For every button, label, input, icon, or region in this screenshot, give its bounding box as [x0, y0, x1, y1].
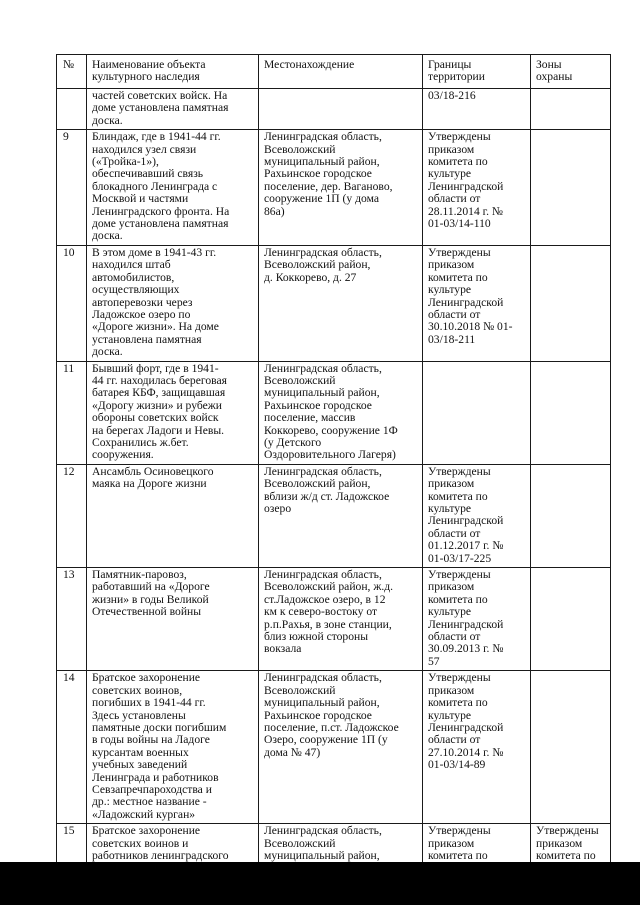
row-object-name: частей советских войск. На доме установлена памятная доска.	[87, 89, 259, 130]
row-location: Ленинградская область, Всеволожский муниципальный район, Рахьинское городское поселение, массив Коккорево, сооружение 1Ф (у Детского Оздоровительного Лагеря)	[259, 361, 423, 464]
row-object-name: В этом доме в 1941-43 гг. находился штаб автомобилистов, осуществляющих автоперевозки через Ладожское озеро по «Дороге жизни». На доме установлена памятная доска.	[87, 245, 259, 361]
row-object-name: Блиндаж, где в 1941-44 гг. находился узел связи («Тройка-1»), обеспечивавший связь блокадного Ленинграда с Москвой и частями Ленинградского фронта. На доме установлена памятная доска.	[87, 130, 259, 246]
row-number: 14	[57, 671, 87, 824]
header-protection-zones: Зоны охраны	[531, 55, 611, 89]
scan-bottom-band	[0, 862, 640, 905]
heritage-objects-table	[56, 54, 611, 866]
row-location: Ленинградская область, Всеволожский район, вблизи ж/д ст. Ладожское озеро	[259, 464, 423, 567]
row-number: 13	[57, 568, 87, 671]
table-row	[57, 89, 611, 130]
row-borders: Утверждены приказом комитета по культуре Ленинградской области от 28.11.2014 г. № 01-03/14-110	[423, 130, 531, 246]
row-object-name: Бывший форт, где в 1941- 44 гг. находилась береговая батарея КБФ, защищавшая «Дорогу жизни» и рубежи обороны советских войск на берегах Ладоги и Невы. Сохранились ж.бет. сооружения.	[87, 361, 259, 464]
row-borders: Утверждены приказом комитета по культуре Ленинградской области от 27.10.2014 г. № 01-03/14-89	[423, 671, 531, 824]
row-location: Ленинградская область, Всеволожский муниципальный район, Рахьинское городское поселение, п.ст. Ладожское Озеро, сооружение 1П (у дома № 47)	[259, 671, 423, 824]
row-borders: Утверждены приказом комитета по культуре Ленинградской области от 01.12.2017 г. № 01-03/17-225	[423, 464, 531, 567]
row-location: Ленинградская область, Всеволожский район, д. Коккорево, д. 27	[259, 245, 423, 361]
row-zones	[531, 361, 611, 464]
row-borders: Утверждены приказом комитета по	[423, 824, 531, 866]
row-object-name: Братское захоронение советских воинов и работников ленинградского	[87, 824, 259, 866]
row-number: 10	[57, 245, 87, 361]
row-borders: 03/18-216	[423, 89, 531, 130]
row-number: 12	[57, 464, 87, 567]
row-object-name: Ансамбль Осиновецкого маяка на Дороге жизни	[87, 464, 259, 567]
table-header-row	[57, 55, 611, 89]
row-location: Ленинградская область, Всеволожский район, ж.д. ст.Ладожское озеро, в 12 км к северо-востоку от р.п.Рахья, в зоне станции, близ южной стороны вокзала	[259, 568, 423, 671]
table-row	[57, 824, 611, 866]
table-row	[57, 130, 611, 246]
row-zones: Утверждены приказом комитета по	[531, 824, 611, 866]
row-zones	[531, 245, 611, 361]
row-zones	[531, 671, 611, 824]
row-object-name: Памятник-паровоз, работавший на «Дороге жизни» в годы Великой Отечественной войны	[87, 568, 259, 671]
table-row	[57, 245, 611, 361]
table-row	[57, 464, 611, 567]
row-borders: Утверждены приказом комитета по культуре Ленинградской области от 30.10.2018 № 01- 03/18-211	[423, 245, 531, 361]
row-zones	[531, 464, 611, 567]
row-zones	[531, 568, 611, 671]
header-number: №	[57, 55, 87, 89]
row-object-name: Братское захоронение советских воинов, погибших в 1941-44 гг. Здесь установлены памятные доски погибшим в годы войны на Ладоге курсантам военных учебных заведений Ленинграда и работников Севзапречпароходства и др.: местное название - «Ладожский курган»	[87, 671, 259, 824]
row-zones	[531, 89, 611, 130]
table-row	[57, 361, 611, 464]
row-zones	[531, 130, 611, 246]
row-location: Ленинградская область, Всеволожский муниципальный район, Рахьинское городское поселение, дер. Ваганово, сооружение 1П (у дома 86а)	[259, 130, 423, 246]
row-borders	[423, 361, 531, 464]
row-borders: Утверждены приказом комитета по культуре Ленинградской области от 30.09.2013 г. № 57	[423, 568, 531, 671]
header-object-name: Наименование объекта культурного наследия	[87, 55, 259, 89]
row-location	[259, 89, 423, 130]
header-territory-borders: Границы территории	[423, 55, 531, 89]
row-location: Ленинградская область, Всеволожский муниципальный район,	[259, 824, 423, 866]
header-location: Местонахождение	[259, 55, 423, 89]
table-row	[57, 671, 611, 824]
row-number: 15	[57, 824, 87, 866]
row-number: 9	[57, 130, 87, 246]
row-number: 11	[57, 361, 87, 464]
row-number	[57, 89, 87, 130]
table-row	[57, 568, 611, 671]
